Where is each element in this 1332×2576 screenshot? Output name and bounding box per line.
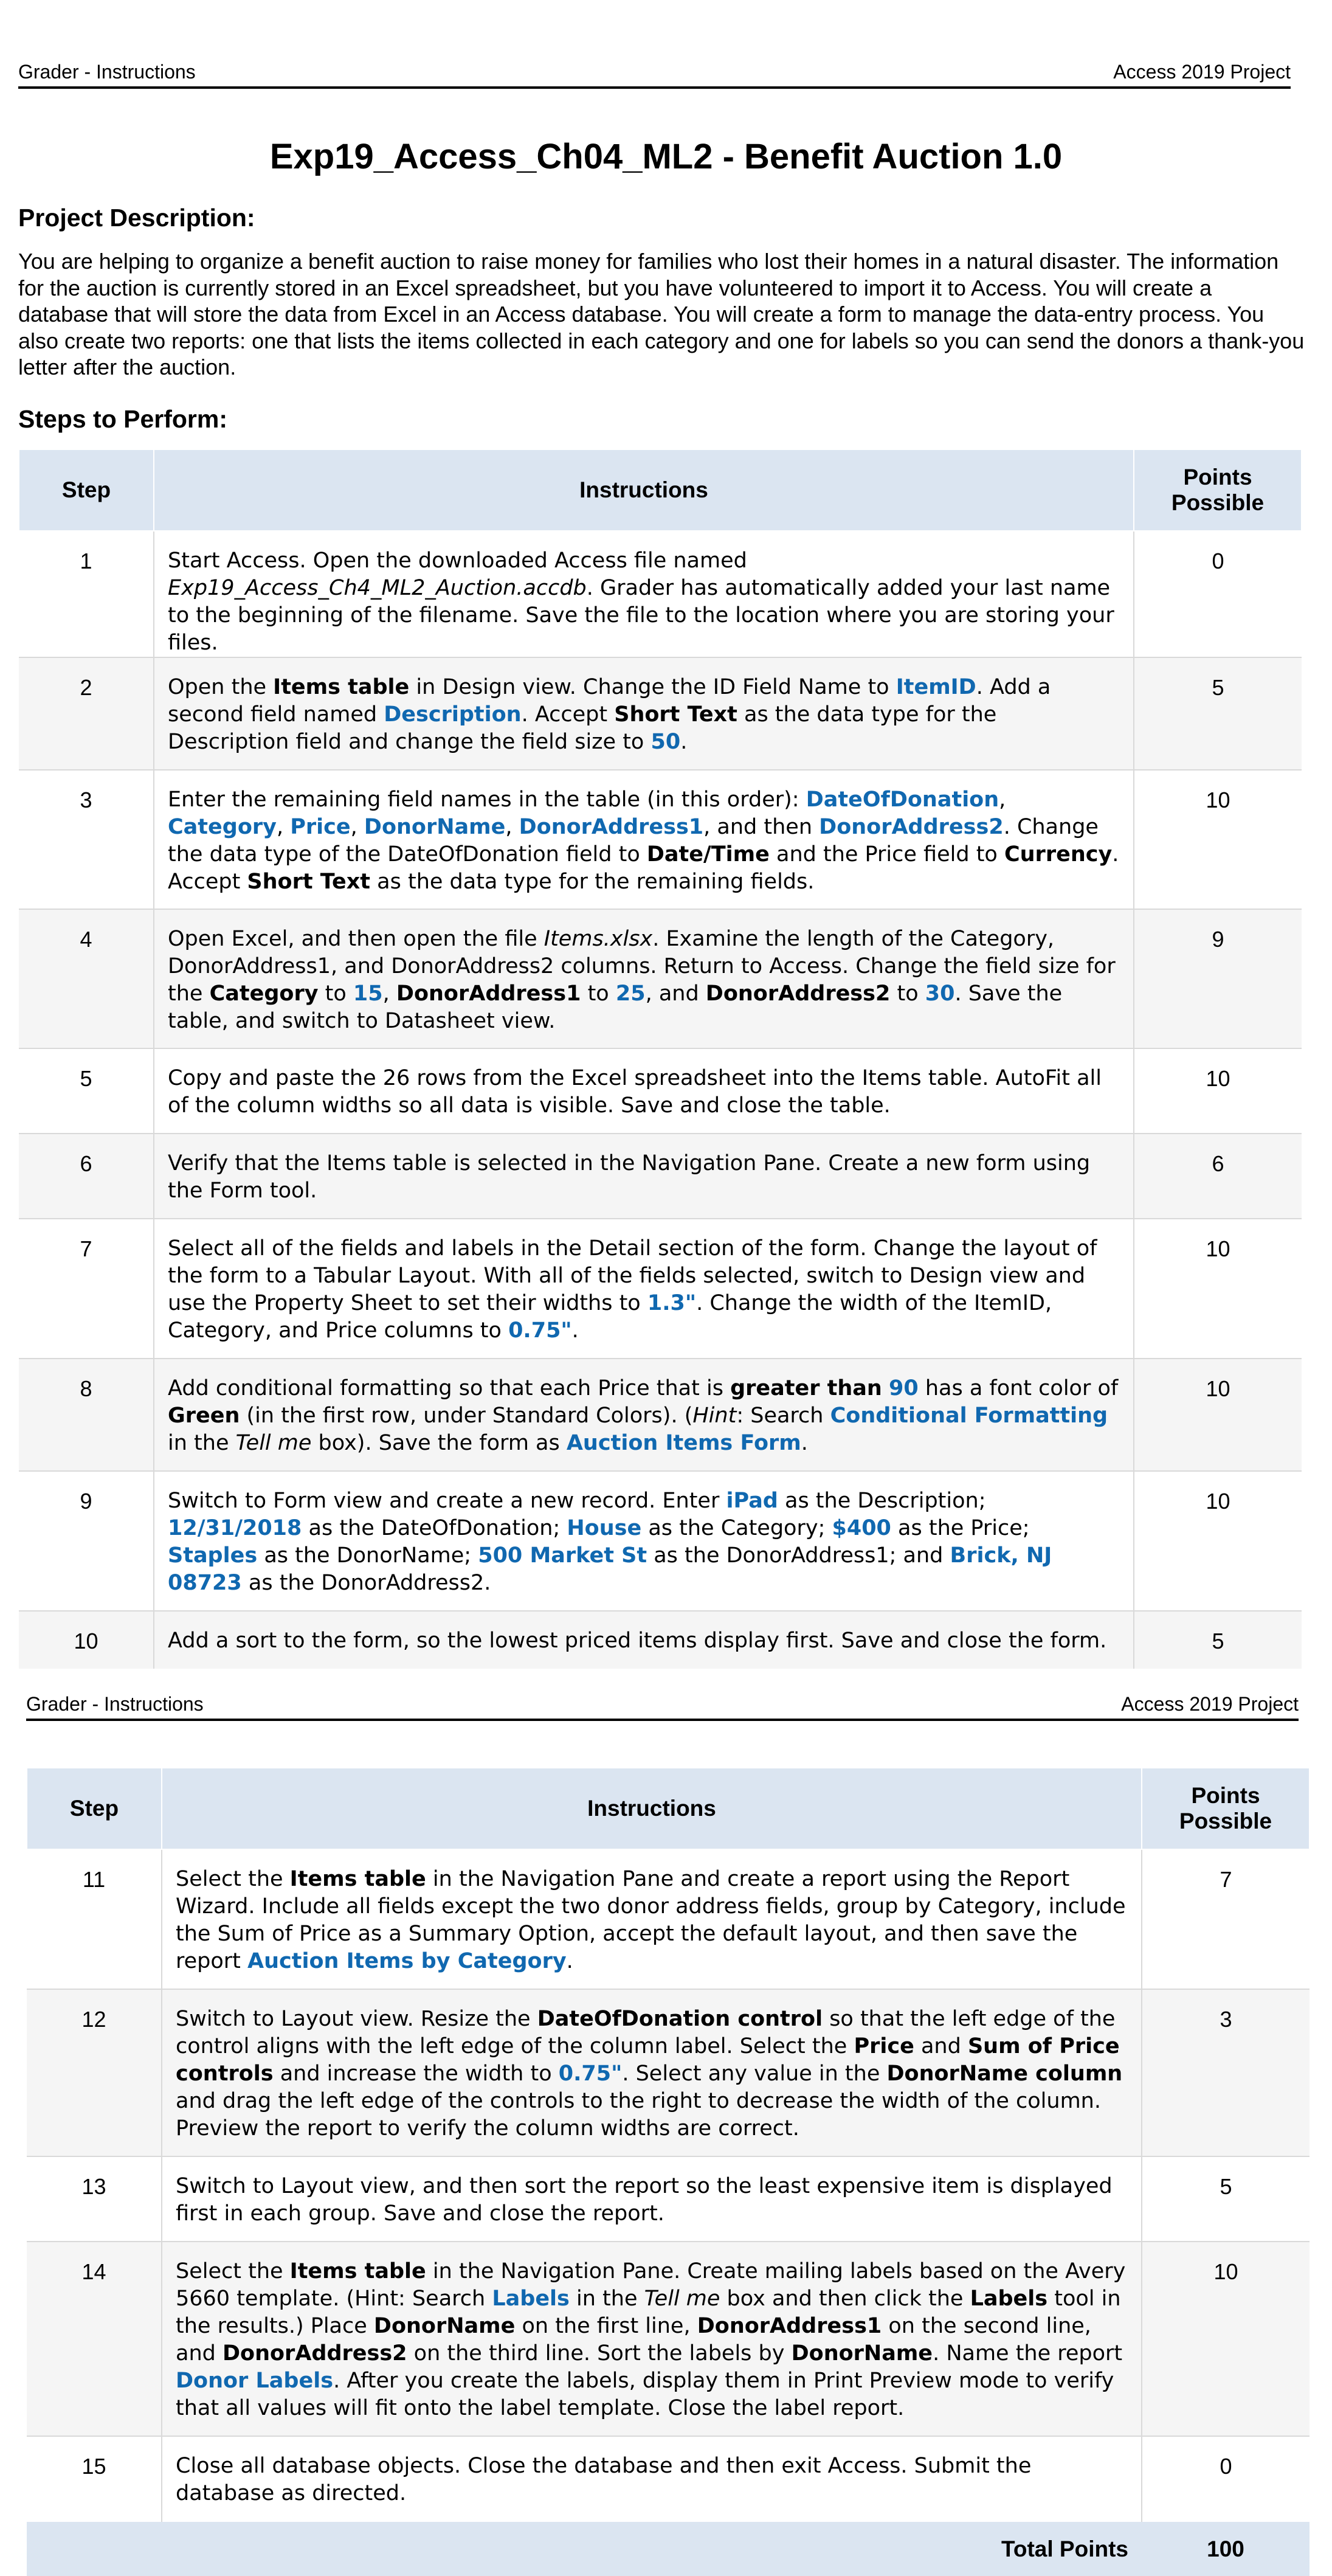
instruction-text: 0.75" [558, 2062, 623, 2086]
instruction-text: and the Price field to [769, 842, 1004, 867]
step-instructions [154, 1134, 1134, 1219]
instruction-text: , [999, 788, 1006, 812]
instruction-text: Close all database objects. Close the database and then exit Access. Submit the database as directed. [176, 2454, 1032, 2505]
instruction-text: 500 Market St [478, 1543, 647, 1568]
instruction-text: , [382, 982, 396, 1006]
project-description-heading: Project Description: [18, 204, 255, 232]
column-header-instructions: Instructions [162, 1768, 1142, 1849]
instruction-text: 12/31/2018 [168, 1516, 302, 1540]
instruction-text: to [581, 982, 616, 1006]
instruction-text: . Name the report [933, 2341, 1123, 2366]
instruction-text: iPad [726, 1489, 778, 1513]
project-description-text: You are helping to organize a benefit auction to raise money for families who lost their homes in a natural disaster. The information for the auction is currently stored in an Excel spreadsheet, but you have volunteered to import it to Access. You will create a database that will store the data from Excel in an Access database. You will create a form to manage the data-entry process. You also create two reports: one that lists the items collected in each category and one for labels so you can send the donors a thank-you letter after the auction. [18, 249, 1305, 379]
instruction-text: in the [569, 2287, 644, 2311]
instruction-text: DonorName [373, 2314, 516, 2338]
instruction-text: Donor Labels [176, 2369, 334, 2393]
instruction-text: so that the left edge of the control aligns with the left edge of the column label. Select the [176, 2007, 1116, 2058]
step-number: 4 [19, 909, 154, 1048]
instruction-text: as the DonorAddress1; and [647, 1543, 950, 1568]
instruction-text: , [505, 815, 519, 839]
instruction-text: in the Navigation Pane and create a report using the Report Wizard. Include all fields except the two donor address fields, group by Category, include the Sum of Price as a Summary Option, accept the default layout, and then save the report [176, 1867, 1126, 1973]
instruction-text: to [318, 982, 353, 1006]
instruction-text: (in the first row, under Standard Colors). ( [240, 1404, 693, 1428]
table-row [19, 1219, 1302, 1359]
instruction-text: . Accept [521, 702, 615, 727]
header-left-text: Grader - Instructions [26, 1693, 204, 1715]
instruction-text: box and then click the [720, 2287, 970, 2311]
step-instructions [162, 2156, 1142, 2242]
instruction-text: Staples [168, 1543, 258, 1568]
step-instructions [154, 657, 1134, 770]
instruction-text: in the Navigation Pane. Create mailing labels based on the Avery 5660 template. (Hint: Search [176, 2259, 1126, 2311]
step-points: 9 [1134, 909, 1302, 1048]
instruction-text: Switch to Layout view, and then sort the report so the least expensive item is displayed first in each group. Save and close the report. [176, 2174, 1113, 2226]
instruction-text: has a font color of [918, 1376, 1119, 1401]
steps-table [18, 449, 1302, 1669]
total-row [27, 2521, 1310, 2576]
instruction-text: Brick, NJ 08723 [168, 1543, 1052, 1595]
instruction-text: Select all of the fields and labels in the Detail section of the form. Change the layout of the form to a Tabular Layout. With all of the fields selected, switch to Design view and use the Property Sheet to set their widths to [168, 1236, 1097, 1315]
table-row [19, 770, 1302, 909]
step-points: 7 [1142, 1849, 1310, 1989]
step-number: 5 [19, 1048, 154, 1134]
instruction-text: Date/Time [646, 842, 770, 867]
table-row [27, 1849, 1310, 1989]
points-header-line2: Possible [1171, 490, 1265, 515]
instruction-text: DonorName [364, 815, 506, 839]
instruction-text: . Accept [168, 842, 1119, 894]
table-row [19, 909, 1302, 1048]
instruction-text: . After you create the labels, display them in Print Preview mode to verify that all values will fit onto the label template. Close the label report. [176, 2369, 1114, 2420]
table-row [19, 1471, 1302, 1611]
page-header-2 [26, 1692, 1299, 1721]
instruction-text: in Design view. Change the ID Field Name to [409, 675, 896, 699]
instruction-text: on the third line. Sort the labels by [407, 2341, 792, 2366]
step-points: 10 [1134, 1359, 1302, 1471]
step-points: 10 [1142, 2242, 1310, 2436]
instruction-text: Currency [1004, 842, 1113, 867]
step-number: 10 [19, 1611, 154, 1669]
table-row [19, 1134, 1302, 1219]
step-number: 9 [19, 1471, 154, 1611]
instruction-text: Auction Items Form [566, 1431, 801, 1455]
instruction-text: as the Category; [641, 1516, 832, 1540]
header-left-text: Grader - Instructions [18, 61, 196, 83]
instruction-text: Description [384, 702, 522, 727]
instruction-text: DonorName column [886, 2062, 1123, 2086]
step-instructions [154, 1048, 1134, 1134]
column-header-points [1134, 449, 1302, 531]
instruction-text: Items table [289, 2259, 426, 2283]
step-number: 12 [27, 1989, 162, 2156]
instruction-text: as the DonorName; [257, 1543, 478, 1568]
instruction-text: Select the [176, 1867, 290, 1891]
instruction-text: Hint [692, 1404, 737, 1428]
instruction-text: 30 [925, 982, 955, 1006]
step-points: 0 [1134, 531, 1302, 657]
instruction-text: 50 [650, 730, 681, 754]
instruction-text: , and [645, 982, 706, 1006]
step-instructions [154, 531, 1134, 657]
step-number: 3 [19, 770, 154, 909]
instruction-text: Verify that the Items table is selected in the Navigation Pane. Create a new form using the Form tool. [168, 1151, 1091, 1203]
instruction-text: as the Price; [891, 1516, 1030, 1540]
step-points: 5 [1134, 657, 1302, 770]
column-header-points [1142, 1768, 1310, 1849]
step-points: 10 [1134, 1471, 1302, 1611]
instruction-text: Price [854, 2034, 914, 2058]
header-right-text: Access 2019 Project [1113, 61, 1291, 83]
table-row [27, 2436, 1310, 2521]
instruction-text: . Save the table, and switch to Datasheet view. [168, 982, 1063, 1033]
instruction-text: DateOfDonation control [537, 2007, 823, 2031]
step-instructions [154, 770, 1134, 909]
instruction-text: Start Access. Open the downloaded Access file named [168, 549, 747, 573]
instruction-text: Add a sort to the form, so the lowest priced items display first. Save and close the form. [168, 1629, 1107, 1653]
instruction-text: Enter the remaining field names in the table (in this order): [168, 788, 806, 812]
instruction-text: and drag the left edge of the controls to the right to decrease the width of the column. Preview the report to verify the column widths are correct. [176, 2089, 1101, 2141]
column-header-step: Step [19, 449, 154, 531]
instruction-text: in the [168, 1431, 236, 1455]
instruction-text: . Change the data type of the DateOfDonation field to [168, 815, 1099, 867]
table-row [27, 1989, 1310, 2156]
instruction-text: DateOfDonation [806, 788, 999, 812]
step-number: 7 [19, 1219, 154, 1359]
instruction-text: $400 [832, 1516, 891, 1540]
step-instructions [162, 1849, 1142, 1989]
step-instructions [162, 1989, 1142, 2156]
step-points: 0 [1142, 2436, 1310, 2521]
steps-table-continued [26, 1767, 1310, 2576]
instruction-text: . Change the width of the ItemID, Category, and Price columns to [168, 1291, 1052, 1343]
instruction-text: DonorAddress1 [697, 2314, 882, 2338]
header-right-text: Access 2019 Project [1121, 1693, 1299, 1715]
table-row [19, 1611, 1302, 1669]
instruction-text: . Add a second field named [168, 675, 1051, 727]
step-number: 15 [27, 2436, 162, 2521]
instruction-text: Labels [492, 2287, 570, 2311]
points-header-line1: Points [1183, 465, 1252, 490]
table-row [19, 1048, 1302, 1134]
step-points: 10 [1134, 770, 1302, 909]
instruction-text: Conditional Formatting [830, 1404, 1108, 1428]
table-row [19, 531, 1302, 657]
points-header-line1: Points [1191, 1783, 1260, 1808]
instruction-text: Tell me [235, 1431, 312, 1455]
instruction-text: 90 [888, 1376, 919, 1401]
table-row [27, 2156, 1310, 2242]
instruction-text: Add conditional formatting so that each Price that is [168, 1376, 731, 1401]
step-number: 1 [19, 531, 154, 657]
instruction-text: , [276, 815, 291, 839]
instruction-text: Category [209, 982, 319, 1006]
instruction-text: Items.xlsx [543, 927, 653, 951]
total-points-label: Total Points [27, 2521, 1142, 2576]
step-points: 5 [1134, 1611, 1302, 1669]
instruction-text: as the DateOfDonation; [302, 1516, 567, 1540]
instruction-text: . [680, 730, 688, 754]
instruction-text: Copy and paste the 26 rows from the Excel spreadsheet into the Items table. AutoFit all of the column widths so all data is visible. Save and close the table. [168, 1066, 1102, 1118]
instruction-text: 1.3" [647, 1291, 697, 1315]
step-points: 5 [1142, 2156, 1310, 2242]
step-instructions [154, 1471, 1134, 1611]
instruction-text: . [801, 1431, 808, 1455]
step-points: 3 [1142, 1989, 1310, 2156]
instruction-text: DonorAddress2 [819, 815, 1004, 839]
instruction-text: Price [290, 815, 351, 839]
column-header-instructions: Instructions [154, 449, 1134, 531]
steps-heading: Steps to Perform: [18, 405, 227, 433]
table-row [19, 1359, 1302, 1471]
instruction-text: . Select any value in the [622, 2062, 887, 2086]
instruction-text: Short Text [614, 702, 737, 727]
instruction-text: Green [168, 1404, 240, 1428]
step-instructions [154, 1219, 1134, 1359]
instruction-text: . [571, 1318, 579, 1343]
instruction-text: Switch to Layout view. Resize the [176, 2007, 537, 2031]
step-instructions [162, 2436, 1142, 2521]
instruction-text: , [350, 815, 364, 839]
instruction-text: . Examine the length of the Category, DonorAddress1, and DonorAddress2 columns. Return to Access. Change the field size for the [168, 927, 1116, 1006]
instruction-text: Labels [970, 2287, 1048, 2311]
instruction-text: and [914, 2034, 968, 2058]
instruction-text: and increase the width to [273, 2062, 559, 2086]
step-instructions [154, 1611, 1134, 1669]
instruction-text: . Grader has automatically added your last name to the beginning of the filename. Save the file to the location where you are storing your files. [168, 576, 1114, 655]
instruction-text: 15 [353, 982, 383, 1006]
instruction-text: . [566, 1949, 573, 1973]
instruction-text: on the second line, and [176, 2314, 1091, 2366]
instruction-text: Tell me [644, 2287, 720, 2311]
step-number: 14 [27, 2242, 162, 2436]
instruction-text: Sum of Price controls [176, 2034, 1120, 2086]
instruction-text: Open the [168, 675, 274, 699]
total-points-value: 100 [1142, 2521, 1310, 2576]
instruction-text: on the first line, [515, 2314, 697, 2338]
step-points: 6 [1134, 1134, 1302, 1219]
step-number: 2 [19, 657, 154, 770]
instruction-text: Short Text [247, 870, 371, 894]
step-number: 8 [19, 1359, 154, 1471]
instruction-text: Items table [273, 675, 410, 699]
instruction-text: DonorAddress2 [222, 2341, 407, 2366]
instruction-text: , and then [703, 815, 820, 839]
instruction-text: as the data type for the Description field and change the field size to [168, 702, 997, 754]
step-instructions [154, 909, 1134, 1048]
page-header [18, 60, 1291, 89]
instruction-text: Switch to Form view and create a new record. Enter [168, 1489, 726, 1513]
instruction-text: ItemID [895, 675, 976, 699]
instruction-text: 0.75" [508, 1318, 572, 1343]
instruction-text: Items table [289, 1867, 426, 1891]
step-number: 11 [27, 1849, 162, 1989]
column-header-step: Step [27, 1768, 162, 1849]
instruction-text: Select the [176, 2259, 290, 2283]
instruction-text: tool in the results.) Place [176, 2287, 1121, 2338]
table-row [27, 2242, 1310, 2436]
instruction-text: as the DonorAddress2. [241, 1571, 491, 1595]
table-header-row [27, 1768, 1310, 1849]
step-number: 13 [27, 2156, 162, 2242]
step-points: 10 [1134, 1048, 1302, 1134]
instruction-text: Auction Items by Category [247, 1949, 567, 1973]
step-number: 6 [19, 1134, 154, 1219]
step-instructions [162, 2242, 1142, 2436]
instruction-text: Exp19_Access_Ch4_ML2_Auction.accdb [168, 576, 587, 600]
table-row [19, 657, 1302, 770]
instruction-text: Open Excel, and then open the file [168, 927, 544, 951]
instruction-text: DonorAddress1 [519, 815, 704, 839]
instruction-text: box). Save the form as [311, 1431, 567, 1455]
instruction-text: 25 [615, 982, 646, 1006]
instruction-text: : Search [736, 1404, 830, 1428]
page-title: Exp19_Access_Ch04_ML2 - Benefit Auction 1.0 [269, 137, 1063, 176]
instruction-text: as the data type for the remaining fields. [370, 870, 815, 894]
step-instructions [154, 1359, 1134, 1471]
instruction-text: to [890, 982, 925, 1006]
instruction-text: DonorAddress1 [396, 982, 581, 1006]
instruction-text: DonorAddress2 [705, 982, 891, 1006]
instruction-text: DonorName [791, 2341, 933, 2366]
instruction-text: as the Description; [778, 1489, 986, 1513]
points-header-line2: Possible [1179, 1809, 1272, 1833]
table-header-row [19, 449, 1302, 531]
step-points: 10 [1134, 1219, 1302, 1359]
instruction-text: Category [168, 815, 277, 839]
instruction-text: greater than [730, 1376, 882, 1401]
instruction-text: House [567, 1516, 642, 1540]
instruction-text [882, 1376, 889, 1401]
